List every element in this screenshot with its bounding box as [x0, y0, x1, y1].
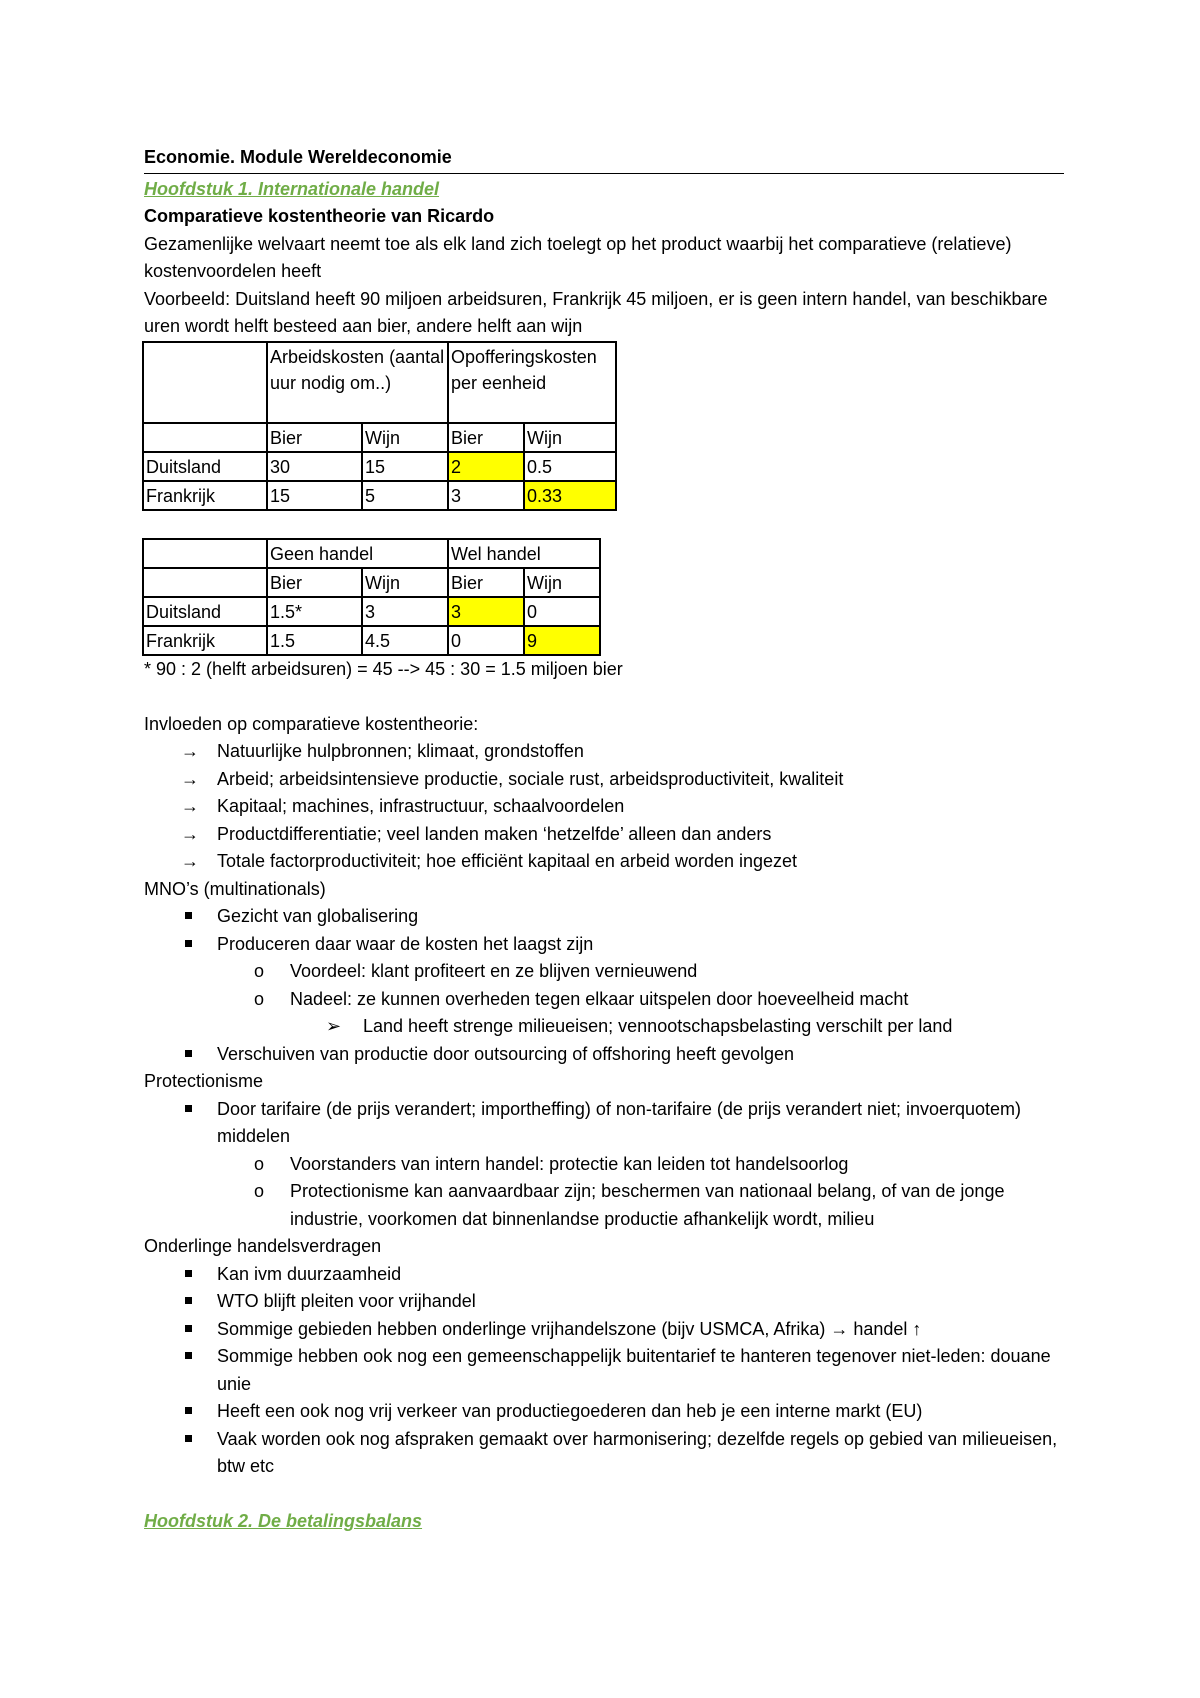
list-item-text: Kan ivm duurzaamheid [217, 1263, 402, 1284]
table-header-no-trade: Geen handel [267, 539, 448, 568]
list-item-text: Gezicht van globalisering [217, 906, 419, 926]
list-item-text: Arbeid; arbeidsintensieve productie, sociale rust, arbeidsproductiviteit, kwaliteit [217, 768, 844, 789]
list-item [144, 1343, 1064, 1398]
list-item [144, 1288, 1064, 1316]
list-item-text: Totale factorproductiviteit; hoe efficiënt kapitaal en arbeid worden ingezet [217, 851, 798, 871]
list-subitem [144, 986, 1064, 1014]
list-item-text: Kapitaal; machines, infrastructuur, schaalvoordelen [217, 796, 625, 816]
table-empty-cell [143, 342, 267, 423]
list-item-text: WTO blijft pleiten voor vrijhandel [217, 1291, 476, 1311]
list-item [144, 738, 1064, 766]
list-subitem [144, 1178, 1064, 1233]
list-item-text: Voordeel: klant profiteert en ze blijven vernieuwend [290, 961, 698, 981]
square-bullet-icon [185, 1325, 192, 1332]
ricardo-heading: Comparatieve kostentheorie van Ricardo [144, 206, 495, 226]
table-cell: 5 [362, 481, 448, 510]
table-cell: 3 [362, 597, 448, 626]
table-cell-highlighted: 3 [448, 597, 524, 626]
table-subheader: Wijn [362, 568, 448, 597]
list-item [144, 766, 1064, 794]
table-subheader: Bier [267, 568, 362, 597]
chapter-2-heading: Hoofdstuk 2. De betalingsbalans [144, 1511, 423, 1531]
document-page [144, 144, 1064, 1536]
labor-cost-table [142, 341, 617, 511]
square-bullet-icon [185, 1270, 192, 1277]
square-bullet-icon [185, 1435, 192, 1442]
trade-table [142, 538, 601, 656]
list-item-text: Heeft een ook nog vrij verkeer van productiegoederen dan heb je een interne markt (EU) [217, 1401, 923, 1421]
square-bullet-icon [185, 1352, 192, 1359]
verdragen-list [144, 1261, 1064, 1481]
square-bullet-icon [185, 940, 192, 947]
table-footnote: * 90 : 2 (helft arbeidsuren) = 45 --> 45 : 30 = 1.5 miljoen bier [144, 658, 623, 679]
list-item-text: Sommige gebieden hebben onderlinge vrijhandelszone (bijv USMCA, Afrika) → handel ↑ [217, 1318, 922, 1339]
arrow-icon: → [181, 741, 199, 761]
table-row [143, 626, 600, 655]
list-item-text: Door tarifaire (de prijs verandert; importheffing) of non-tarifaire (de prijs verandert niet; invoerquotem) middelen [217, 1098, 1022, 1146]
table-cell: 15 [362, 452, 448, 481]
table-row [143, 452, 616, 481]
list-item [144, 793, 1064, 821]
table-row-country: Frankrijk [143, 626, 267, 655]
document-title: Economie. Module Wereldeconomie [144, 144, 1064, 174]
table-subheader: Bier [267, 423, 362, 452]
table-empty-cell [143, 539, 267, 568]
list-item-text: Produceren daar waar de kosten het laagst zijn [217, 933, 594, 954]
list-item [144, 1426, 1064, 1481]
chapter-1-heading: Hoofdstuk 1. Internationale handel [144, 178, 440, 199]
table-subheader: Bier [448, 568, 524, 597]
list-item-text: Vaak worden ook nog afspraken gemaakt over harmonisering; dezelfde regels op gebied van milieueisen, btw etc [217, 1428, 1058, 1476]
table-cell: 15 [267, 481, 362, 510]
table-row-country: Frankrijk [143, 481, 267, 510]
circle-bullet-icon: o [254, 961, 265, 981]
table-empty-cell [143, 423, 267, 452]
list-subitem [144, 958, 1064, 986]
ricardo-paragraph-1: Gezamenlijke welvaart neemt toe als elk land zich toelegt op het product waarbij het comparatieve (relatieve) kostenvoordelen heeft [144, 233, 1012, 281]
table-cell: 1.5 [267, 626, 362, 655]
invloeden-heading: Invloeden op comparatieve kostentheorie: [144, 713, 479, 734]
table-subheader: Wijn [524, 568, 600, 597]
circle-bullet-icon: o [254, 1153, 265, 1174]
circle-bullet-icon: o [254, 1181, 265, 1201]
list-item [144, 903, 1064, 931]
list-item-text: Protectionisme kan aanvaardbaar zijn; beschermen van nationaal belang, of van de jonge industrie, voorkomen dat binnenlandse productie afhankelijk wordt, milieu [290, 1181, 1005, 1229]
square-bullet-icon [185, 1050, 192, 1057]
table-header-labor-cost: Arbeidskosten (aantal uur nodig om..) [267, 342, 448, 423]
list-item-text: Sommige hebben ook nog een gemeenschappelijk buitentarief te hanteren tegenover niet-leden: douane unie [217, 1346, 1051, 1394]
table-cell: 30 [267, 452, 362, 481]
list-item [144, 848, 1064, 876]
list-item [144, 1316, 1064, 1344]
table-cell: 0 [524, 597, 600, 626]
table-header-with-trade: Wel handel [448, 539, 600, 568]
list-item [144, 821, 1064, 849]
table-cell-highlighted: 9 [524, 626, 600, 655]
table-cell: 1.5* [267, 597, 362, 626]
list-item [144, 1398, 1064, 1426]
list-item-text: Natuurlijke hulpbronnen; klimaat, grondstoffen [217, 741, 584, 761]
arrowhead-bullet-icon: ➢ [326, 1016, 342, 1036]
protectionisme-list [144, 1096, 1064, 1234]
list-subitem [144, 1151, 1064, 1179]
mno-heading: MNO’s (multinationals) [144, 878, 326, 899]
table-subheader: Bier [448, 423, 524, 452]
table-subheader: Wijn [362, 423, 448, 452]
list-item-text: Nadeel: ze kunnen overheden tegen elkaar uitspelen door hoeveelheid macht [290, 988, 909, 1009]
ricardo-paragraph-2: Voorbeeld: Duitsland heeft 90 miljoen arbeidsuren, Frankrijk 45 miljoen, er is geen intern handel, van beschikbare uren wordt helft besteed aan bier, andere helft aan wijn [144, 288, 1048, 336]
list-item [144, 1041, 1064, 1069]
list-item [144, 1261, 1064, 1289]
invloeden-list [144, 738, 1064, 876]
list-subsubitem [144, 1013, 1064, 1041]
table-subheader: Wijn [524, 423, 616, 452]
table-cell-highlighted: 2 [448, 452, 524, 481]
square-bullet-icon [185, 1297, 192, 1304]
verdragen-heading: Onderlinge handelsverdragen [144, 1236, 382, 1256]
arrow-icon: → [181, 768, 199, 789]
table-empty-cell [143, 568, 267, 597]
arrow-icon: → [181, 823, 199, 844]
square-bullet-icon [185, 912, 192, 919]
table-cell: 3 [448, 481, 524, 510]
table-header-opportunity-cost: Opofferingskosten per eenheid [448, 342, 616, 423]
square-bullet-icon [185, 1105, 192, 1112]
list-item [144, 1096, 1064, 1151]
list-item-text: Voorstanders van intern handel: protectie kan leiden tot handelsoorlog [290, 1153, 849, 1174]
table-row-country: Duitsland [143, 597, 267, 626]
circle-bullet-icon: o [254, 988, 265, 1009]
list-item-text: Land heeft strenge milieueisen; vennootschapsbelasting verschilt per land [363, 1016, 953, 1036]
protectionisme-heading: Protectionisme [144, 1071, 264, 1091]
square-bullet-icon [185, 1407, 192, 1414]
table-row [143, 597, 600, 626]
table-cell: 0 [448, 626, 524, 655]
table-cell-highlighted: 0.33 [524, 481, 616, 510]
arrow-icon: → [181, 851, 199, 871]
table-cell: 4.5 [362, 626, 448, 655]
list-item-text: Productdifferentiatie; veel landen maken ‘hetzelfde’ alleen dan anders [217, 823, 772, 844]
list-item-text: Verschuiven van productie door outsourcing of offshoring heeft gevolgen [217, 1043, 795, 1064]
table-row-country: Duitsland [143, 452, 267, 481]
list-item [144, 931, 1064, 959]
table-row [143, 481, 616, 510]
arrow-icon: → [181, 796, 199, 816]
table-cell: 0.5 [524, 452, 616, 481]
mno-list [144, 903, 1064, 1068]
